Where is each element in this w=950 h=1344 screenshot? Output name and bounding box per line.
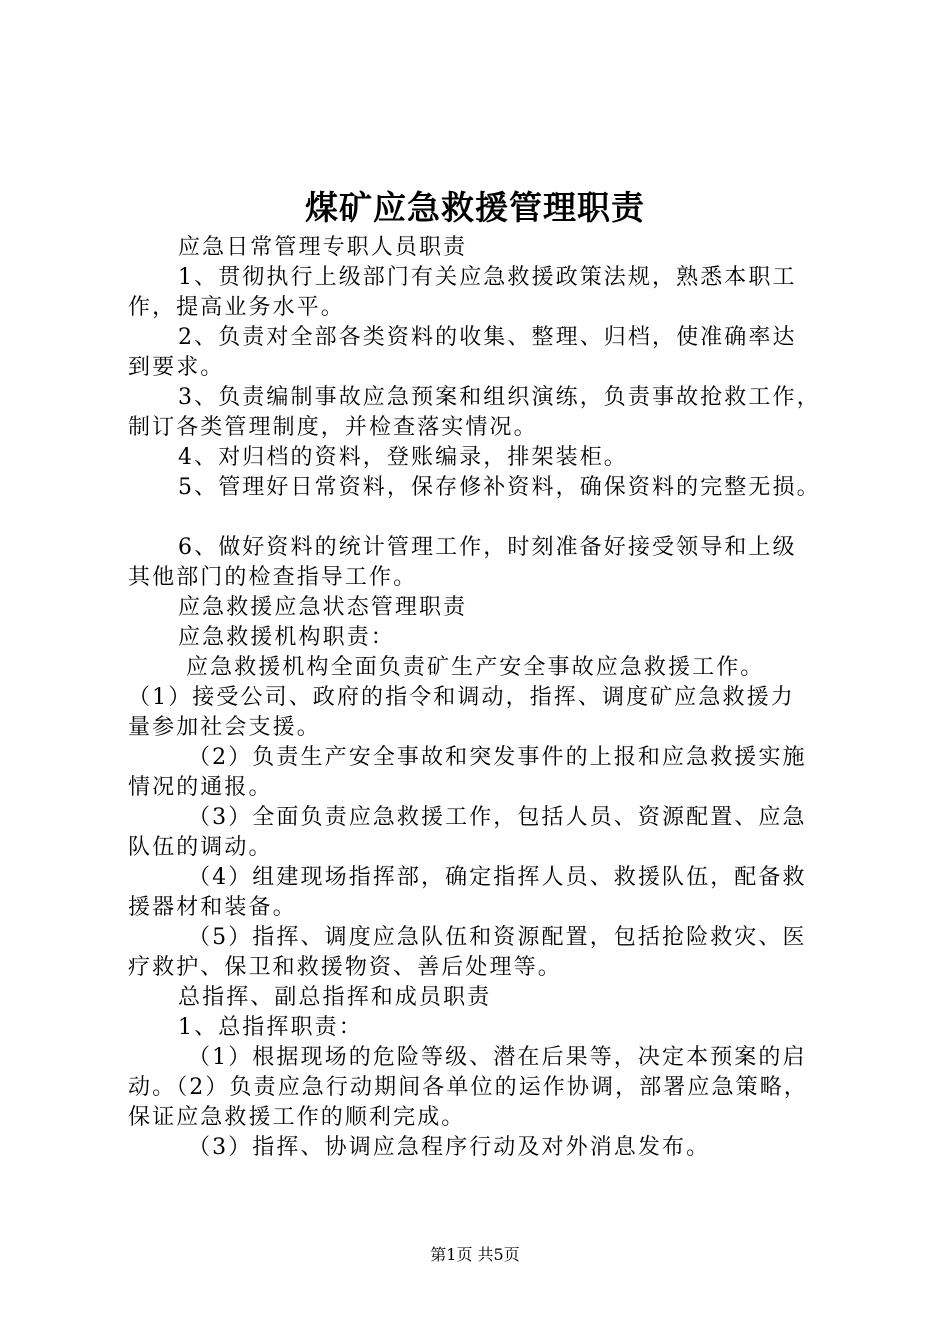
subsection-heading: 应急救援机构职责：: [178, 625, 395, 650]
paragraph-line: 到要求。: [128, 355, 225, 380]
paragraph-line: 6、做好资料的统计管理工作，时刻准备好接受领导和上级: [178, 535, 797, 560]
paragraph-line: （3）指挥、协调应急程序行动及对外消息发布。: [188, 1135, 711, 1160]
paragraph-line: 量参加社会支援。: [128, 715, 321, 740]
paragraph-line: （5）指挥、调度应急队伍和资源配置，包括抢险救灾、医: [188, 925, 807, 950]
paragraph-line: 队伍的调动。: [128, 835, 273, 860]
paragraph-line: 制订各类管理制度，并检查落实情况。: [128, 415, 538, 440]
paragraph-line: 作，提高业务水平。: [128, 295, 345, 320]
section-heading: 总指挥、副总指挥和成员职责: [178, 985, 492, 1010]
paragraph-line: 疗救护、保卫和救援物资、善后处理等。: [128, 955, 562, 980]
paragraph-line: （1）根据现场的危险等级、潜在后果等，决定本预案的启: [188, 1045, 807, 1070]
paragraph-line: 2、负责对全部各类资料的收集、整理、归档，使准确率达: [178, 325, 797, 350]
paragraph-line: 4、对归档的资料，登账编录，排架装柜。: [178, 445, 628, 470]
paragraph-line: 保证应急救援工作的顺利完成。: [128, 1105, 466, 1130]
document-body: [128, 233, 853, 1163]
paragraph-line: 5、管理好日常资料，保存修补资料，确保资料的完整无损。: [178, 475, 821, 500]
page-number: 第1页 共5页: [430, 1245, 520, 1264]
paragraph-line: 其他部门的检查指导工作。: [128, 565, 418, 590]
document-title: 煤矿应急救援管理职责: [305, 188, 645, 227]
paragraph-line: （3）全面负责应急救援工作，包括人员、资源配置、应急: [188, 805, 807, 830]
paragraph-line: （1）接受公司、政府的指令和调动，指挥、调度矿应急救援力: [128, 685, 795, 710]
paragraph-line: （2）负责生产安全事故和突发事件的上报和应急救援实施: [188, 745, 807, 770]
paragraph-line: 援器材和装备。: [128, 895, 297, 920]
paragraph-line: （4）组建现场指挥部，确定指挥人员、救援队伍，配备救: [188, 865, 807, 890]
paragraph-line: 1、贯彻执行上级部门有关应急救援政策法规，熟悉本职工: [178, 265, 797, 290]
section-heading: 应急救援应急状态管理职责: [178, 595, 468, 620]
paragraph-line: 3、负责编制事故应急预案和组织演练，负责事故抢救工作，: [178, 385, 821, 410]
section-heading: 应急日常管理专职人员职责: [178, 235, 468, 260]
blank-line: [128, 503, 853, 533]
subsection-heading: 1、总指挥职责：: [178, 1015, 363, 1040]
paragraph-line: 动。（2）负责应急行动期间各单位的运作协调，部署应急策略，: [128, 1075, 808, 1100]
paragraph-line: 情况的通报。: [128, 775, 273, 800]
paragraph-line: 应急救援机构全面负责矿生产安全事故应急救援工作。: [186, 655, 765, 680]
